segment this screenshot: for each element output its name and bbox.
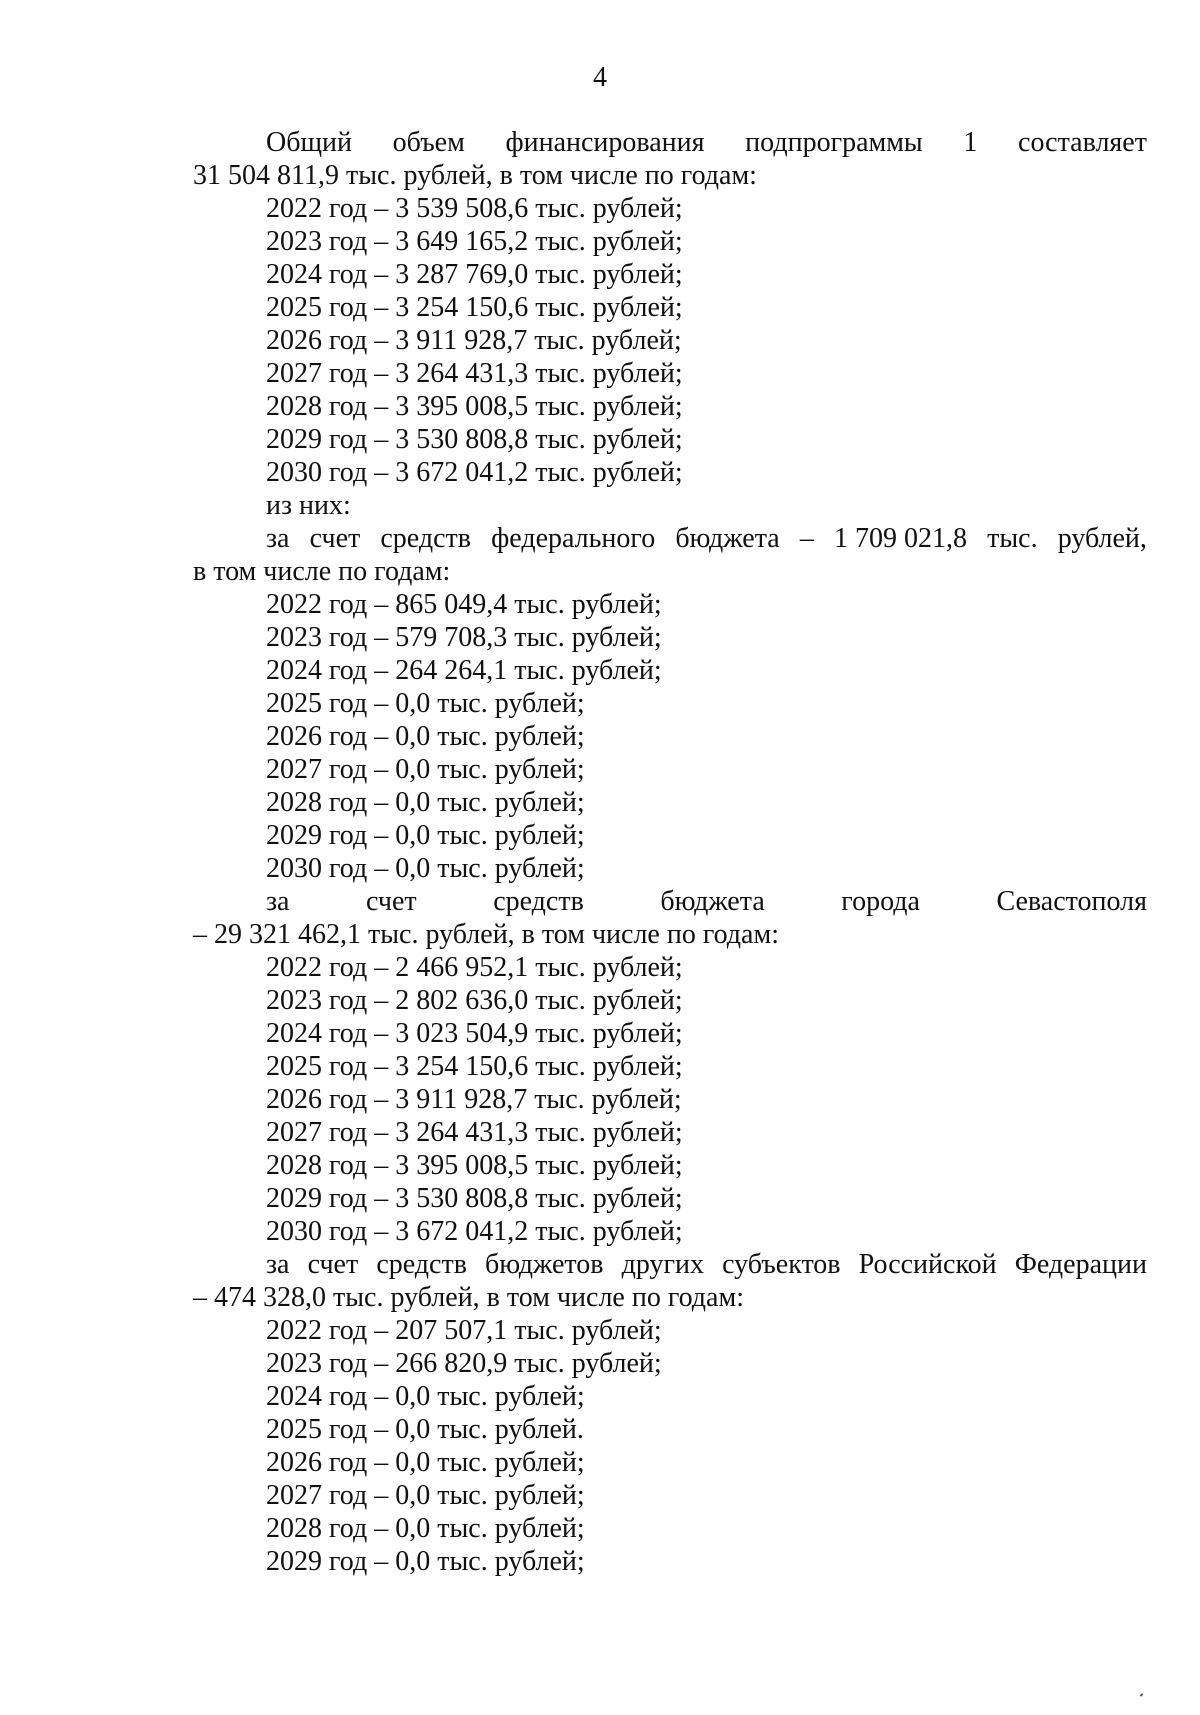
- total-year-line: 2025 год – 3 254 150,6 тыс. рублей;: [266, 292, 683, 323]
- federal-year-line: 2022 год – 865 049,4 тыс. рублей;: [266, 589, 662, 620]
- federal-word: –: [799, 523, 814, 554]
- intro-first-line: [193, 126, 1147, 159]
- city-year-line: 2027 год – 3 264 431,3 тыс. рублей;: [266, 1117, 683, 1148]
- city-year-line: 2028 год – 3 395 008,5 тыс. рублей;: [266, 1150, 683, 1181]
- federal-year-line: 2026 год – 0,0 тыс. рублей;: [266, 721, 585, 752]
- federal-word: 1 709 021,8: [833, 523, 967, 554]
- intro-word: Общий: [266, 127, 352, 158]
- city-word: города: [841, 886, 920, 917]
- federal-word: за: [266, 523, 290, 554]
- regions-year-line: 2022 год – 207 507,1 тыс. рублей;: [266, 1315, 662, 1346]
- regions-word: счет: [307, 1249, 359, 1280]
- regions-word: средств: [376, 1249, 467, 1280]
- intro-word: объем: [392, 127, 465, 158]
- page-number: 4: [593, 62, 607, 93]
- total-year-line: 2022 год – 3 539 508,6 тыс. рублей;: [266, 193, 683, 224]
- total-year-line: 2027 год – 3 264 431,3 тыс. рублей;: [266, 358, 683, 389]
- regions-year-line: 2026 год – 0,0 тыс. рублей;: [266, 1447, 585, 1478]
- city-year-line: 2026 год – 3 911 928,7 тыс. рублей;: [266, 1084, 682, 1115]
- federal-word: федерального: [491, 523, 656, 554]
- federal-year-line: 2025 год – 0,0 тыс. рублей;: [266, 688, 585, 719]
- financing-text: [193, 126, 1147, 1578]
- federal-year-line: 2029 год – 0,0 тыс. рублей;: [266, 820, 585, 851]
- intro-continuation: 31 504 811,9 тыс. рублей, в том числе по годам:: [193, 160, 757, 191]
- federal-year-line: 2027 год – 0,0 тыс. рублей;: [266, 754, 585, 785]
- total-year-line: 2026 год – 3 911 928,7 тыс. рублей;: [266, 325, 682, 356]
- federal-word: рублей,: [1057, 523, 1147, 554]
- city-year-line: 2024 год – 3 023 504,9 тыс. рублей;: [266, 1018, 683, 1049]
- intro-word: составляет: [1018, 127, 1147, 158]
- federal-year-line: 2024 год – 264 264,1 тыс. рублей;: [266, 655, 662, 686]
- city-year-line: 2022 год – 2 466 952,1 тыс. рублей;: [266, 952, 683, 983]
- regions-word: бюджетов: [485, 1249, 604, 1280]
- city-word: средств: [493, 886, 584, 917]
- regions-year-line: 2025 год – 0,0 тыс. рублей.: [266, 1414, 584, 1445]
- city-year-line: 2030 год – 3 672 041,2 тыс. рублей;: [266, 1216, 683, 1247]
- regions-word: Федерации: [1014, 1249, 1147, 1280]
- total-year-line: 2024 год – 3 287 769,0 тыс. рублей;: [266, 259, 683, 290]
- city-first-line: [193, 885, 1147, 918]
- regions-first-line: [193, 1248, 1147, 1281]
- city-year-line: 2029 год – 3 530 808,8 тыс. рублей;: [266, 1183, 683, 1214]
- federal-word: бюджета: [675, 523, 780, 554]
- city-year-line: 2023 год – 2 802 636,0 тыс. рублей;: [266, 985, 683, 1016]
- regions-word: за: [266, 1249, 290, 1280]
- total-year-line: 2023 год – 3 649 165,2 тыс. рублей;: [266, 226, 683, 257]
- federal-continuation: в том числе по годам:: [193, 556, 451, 587]
- federal-word: счет: [309, 523, 361, 554]
- regions-year-line: 2028 год – 0,0 тыс. рублей;: [266, 1513, 585, 1544]
- city-word: за: [266, 886, 290, 917]
- federal-year-line: 2028 год – 0,0 тыс. рублей;: [266, 787, 585, 818]
- total-year-line: 2030 год – 3 672 041,2 тыс. рублей;: [266, 457, 683, 488]
- city-word: бюджета: [660, 886, 765, 917]
- city-continuation: – 29 321 462,1 тыс. рублей, в том числе по годам:: [193, 919, 779, 950]
- regions-word: Российской: [858, 1249, 997, 1280]
- federal-first-line: [193, 522, 1147, 555]
- regions-word: других: [621, 1249, 704, 1280]
- city-year-line: 2025 год – 3 254 150,6 тыс. рублей;: [266, 1051, 683, 1082]
- scan-speck: [1140, 1693, 1144, 1696]
- federal-year-line: 2023 год – 579 708,3 тыс. рублей;: [266, 622, 662, 653]
- regions-year-line: 2027 год – 0,0 тыс. рублей;: [266, 1480, 585, 1511]
- total-year-line: 2029 год – 3 530 808,8 тыс. рублей;: [266, 424, 683, 455]
- regions-year-line: 2024 год – 0,0 тыс. рублей;: [266, 1381, 585, 1412]
- intro-word: 1: [963, 127, 978, 158]
- federal-word: тыс.: [987, 523, 1038, 554]
- of-them-label: из них:: [266, 490, 351, 521]
- regions-year-line: 2029 год – 0,0 тыс. рублей;: [266, 1546, 585, 1577]
- federal-year-line: 2030 год – 0,0 тыс. рублей;: [266, 853, 585, 884]
- city-word: Севастополя: [996, 886, 1147, 917]
- total-year-line: 2028 год – 3 395 008,5 тыс. рублей;: [266, 391, 683, 422]
- regions-continuation: – 474 328,0 тыс. рублей, в том числе по годам:: [193, 1282, 744, 1313]
- city-word: счет: [366, 886, 417, 917]
- federal-word: средств: [380, 523, 471, 554]
- regions-year-line: 2023 год – 266 820,9 тыс. рублей;: [266, 1348, 662, 1379]
- regions-word: субъектов: [722, 1249, 841, 1280]
- intro-word: подпрограммы: [745, 127, 923, 158]
- intro-word: финансирования: [505, 127, 705, 158]
